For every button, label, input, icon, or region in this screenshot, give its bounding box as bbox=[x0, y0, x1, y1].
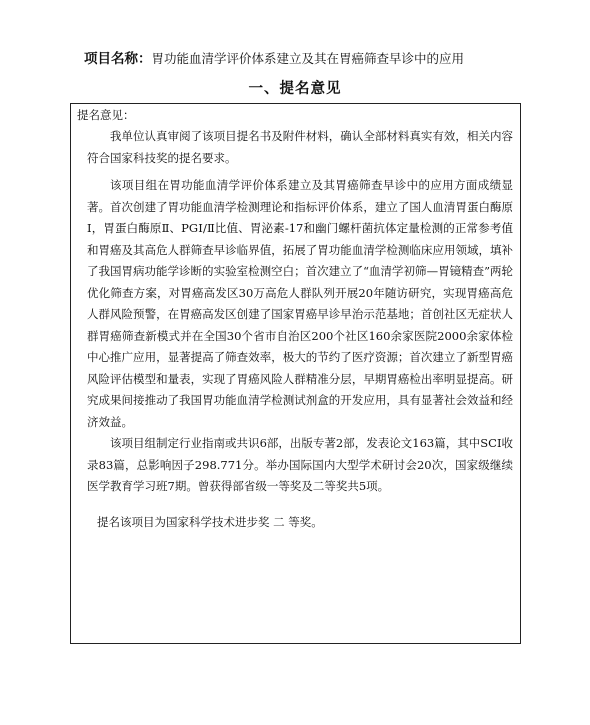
nomination-opinion-box bbox=[70, 103, 521, 644]
opinion-paragraph-review: 我单位认真审阅了该项目提名书及附件材料，确认全部材料真实有效，相关内容符合国家科技奖的提名要求。 bbox=[87, 129, 513, 165]
project-name-line bbox=[84, 50, 464, 69]
nomination-statement: 提名该项目为国家科学技术进步奖 二 等奖。 bbox=[97, 515, 323, 529]
opinion-paragraph-achievements: 该项目组在胃功能血清学评价体系建立及其胃癌筛查早诊中的应用方面成绩显著。首次创建了胃功能血清学检测理论和指标评价体系，建立了国人血清胃蛋白酶原Ⅰ，胃蛋白酶原Ⅱ、PGⅠ/Ⅱ比值、胃泌素-17和幽门螺杆菌抗体定量检测的正常参考值和胃癌及其高危人群筛查早诊临界值，拓展了胃功能血清学检测临床应用领域，填补了我国胃病功能学诊断的实验室检测空白；首次建立了“血清学初筛—胃镜精查”两轮优化筛查方案，对胃癌高发区30万高危人群队列开展20年随访研究，实现胃癌高危人群风险预警，在胃癌高发区创建了国家胃癌早诊早治示范基地；首创社区无症状人群胃癌筛查新模式并在全国30个省市自治区200个社区160余家医院2000余家体检中心推广应用，显著提高了筛查效率，极大的节约了医疗资源；首次建立了新型胃癌风险评估模型和量表，实现了胃癌风险人群精准分层，早期胃癌检出率明显提高。研究成果间接推动了我国胃功能血清学检测试剂盒的开发应用，具有显著社会效益和经济效益。 bbox=[87, 178, 513, 429]
project-name-label: 项目名称： bbox=[84, 51, 152, 67]
nomination-opinion-label: 提名意见： bbox=[77, 108, 135, 122]
project-name-value: 胃功能血清学评价体系建立及其在胃癌筛查早诊中的应用 bbox=[151, 51, 465, 66]
section-heading: 一、提名意见 bbox=[248, 81, 342, 97]
opinion-paragraph-outputs: 该项目组制定行业指南或共识6部，出版专著2部，发表论文163篇，其中SCI收录83篇，总影响因子298.771分。举办国际国内大型学术研讨会20次，国家级继续医学教育学习班7期。曾获得部省级一等奖及二等奖共5项。 bbox=[87, 436, 513, 493]
